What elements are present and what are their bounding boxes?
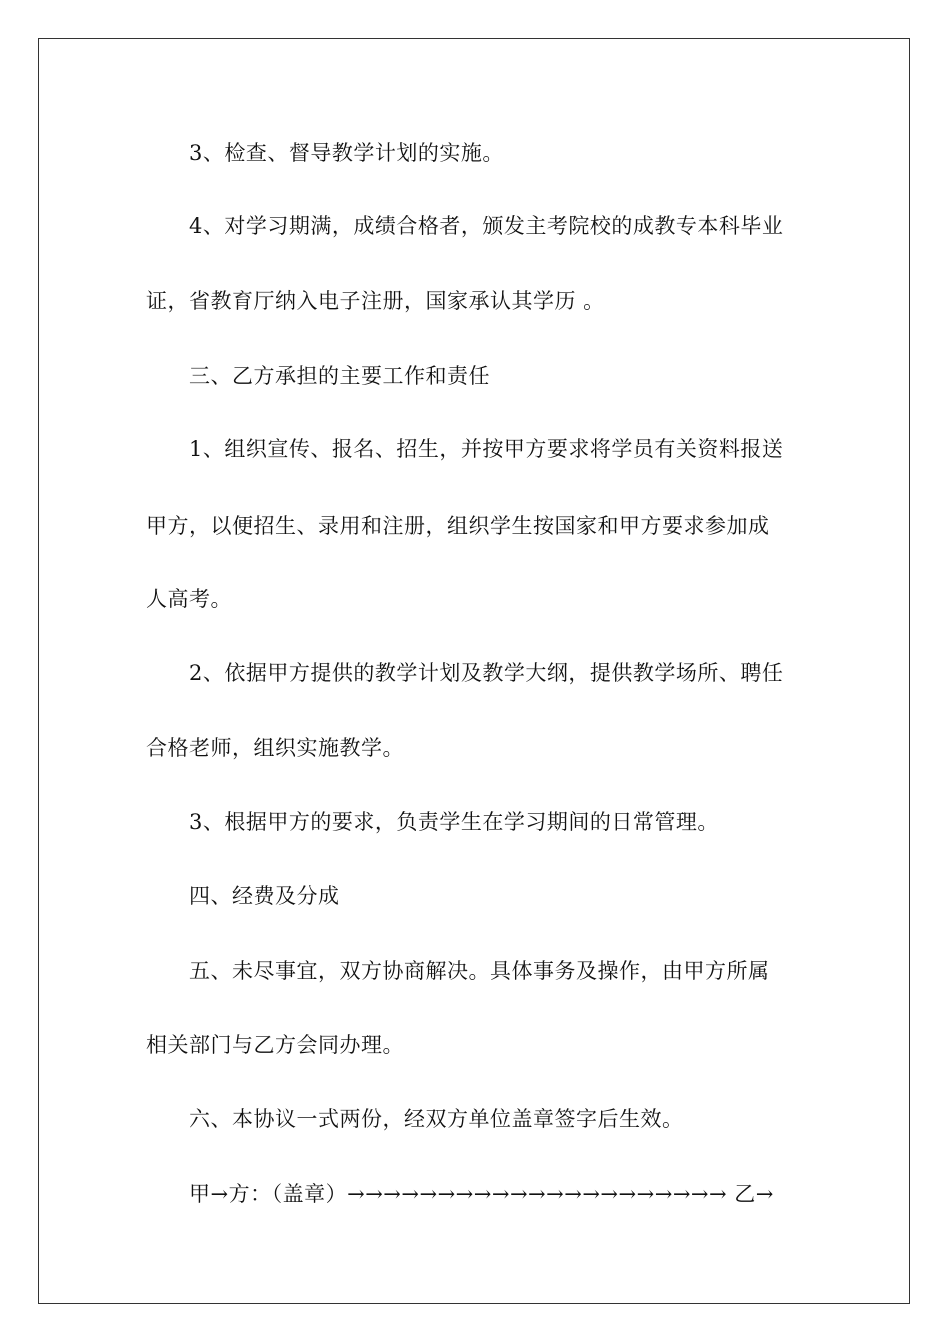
clause-3-item-1-cont-1: 甲方，以便招生、录用和注册，组织学生按国家和甲方要求参加成 xyxy=(146,514,770,538)
clause-2-item-4: 4、对学习期满，成绩合格者，颁发主考院校的成教专本科毕业 xyxy=(189,214,784,238)
section-3-heading: 三、乙方承担的主要工作和责任 xyxy=(189,364,490,388)
clause-3-item-3: 3、根据甲方的要求，负责学生在学习期间的日常管理。 xyxy=(189,810,719,834)
section-6: 六、本协议一式两份，经双方单位盖章签字后生效。 xyxy=(189,1107,684,1131)
clause-3-item-1: 1、组织宣传、报名、招生，并按甲方要求将学员有关资料报送 xyxy=(189,437,784,461)
clause-3-item-2-cont: 合格老师，组织实施教学。 xyxy=(146,736,404,760)
section-5-cont: 相关部门与乙方会同办理。 xyxy=(146,1033,404,1057)
section-4-heading: 四、经费及分成 xyxy=(189,884,340,908)
signature-line: 甲→方：（盖章）→→→→→→→→→→→→→→→→→→→→→ 乙→ xyxy=(189,1182,774,1206)
clause-3-item-2: 2、依据甲方提供的教学计划及教学大纲，提供教学场所、聘任 xyxy=(189,661,784,685)
clause-2-item-3: 3、检查、督导教学计划的实施。 xyxy=(189,141,504,165)
section-5: 五、未尽事宜，双方协商解决。具体事务及操作，由甲方所属 xyxy=(189,959,770,983)
clause-2-item-4-cont: 证，省教育厅纳入电子注册，国家承认其学历 。 xyxy=(146,289,605,313)
clause-3-item-1-cont-2: 人高考。 xyxy=(146,587,232,611)
